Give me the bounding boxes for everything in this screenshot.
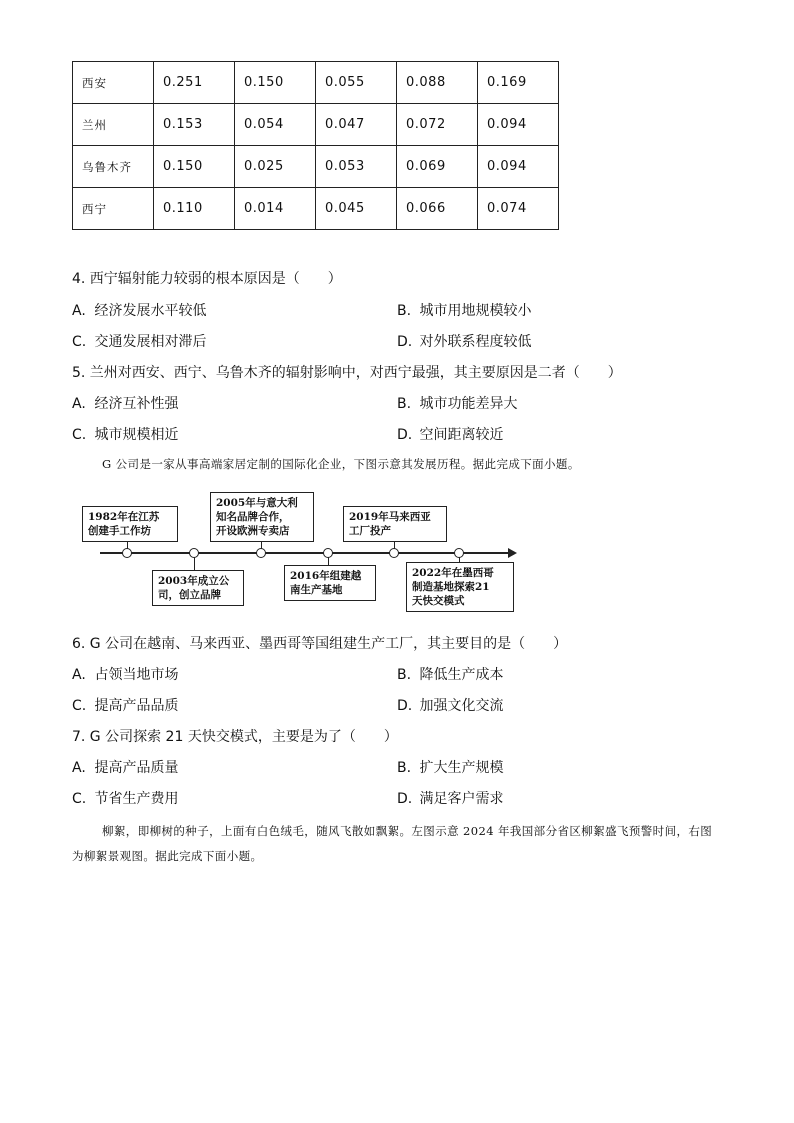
option-text: 占领当地市场: [94, 667, 179, 683]
city-cell: 兰州: [73, 104, 154, 146]
value-cell: 0.072: [397, 104, 478, 146]
value-cell: 0.014: [235, 188, 316, 230]
event-line: 开设欧洲专卖店: [216, 525, 290, 537]
option-text: 加强文化交流: [419, 698, 504, 714]
value-cell: 0.150: [235, 62, 316, 104]
table-row: [73, 188, 559, 230]
question-6-option-c[interactable]: C. 提高产品品质: [72, 698, 179, 714]
question-7-option-b[interactable]: B. 扩大生产规模: [397, 760, 504, 776]
event-line: 1982年在江苏: [88, 511, 160, 523]
value-cell: 0.074: [478, 188, 559, 230]
event-line: 工厂投产: [349, 525, 391, 537]
question-6-option-a[interactable]: A. 占领当地市场: [72, 667, 179, 683]
value-cell: 0.153: [154, 104, 235, 146]
value-cell: 0.094: [478, 146, 559, 188]
option-text: 经济互补性强: [94, 396, 179, 412]
timeline-event-2003: [152, 570, 244, 606]
value-cell: 0.150: [154, 146, 235, 188]
value-cell: 0.088: [397, 62, 478, 104]
value-cell: 0.094: [478, 104, 559, 146]
event-line: 2016年组建越: [290, 570, 362, 582]
event-line: 创建手工作坊: [88, 525, 151, 537]
value-cell: 0.055: [316, 62, 397, 104]
question-5-option-d[interactable]: D. 空间距离较近: [397, 427, 504, 443]
question-6-option-d[interactable]: D. 加强文化交流: [397, 698, 504, 714]
option-text: 城市功能差异大: [419, 396, 518, 412]
timeline-event-2019: [343, 506, 447, 542]
question-5-option-a[interactable]: A. 经济互补性强: [72, 396, 179, 412]
table-row: [73, 104, 559, 146]
city-cell: 西宁: [73, 188, 154, 230]
event-line: 知名品牌合作，: [216, 511, 290, 523]
option-text: 城市用地规模较小: [419, 303, 532, 319]
question-4-option-a[interactable]: A. 经济发展水平较低: [72, 303, 207, 319]
option-text: 降低生产成本: [419, 667, 504, 683]
timeline-event-2016: [284, 565, 376, 601]
question-6-stem: 6. G 公司在越南、马来西亚、墨西哥等国组建生产工厂，其主要目的是（ ）: [72, 636, 568, 652]
value-cell: 0.169: [478, 62, 559, 104]
event-line: 天快交模式: [412, 595, 465, 607]
timeline-node: [323, 548, 333, 558]
event-line: 制造基地探索21: [412, 581, 490, 593]
value-cell: 0.066: [397, 188, 478, 230]
event-line: 2005年与意大利: [216, 497, 298, 509]
event-line: 2003年成立公: [158, 575, 230, 587]
option-text: 节省生产费用: [94, 791, 179, 807]
option-text: 经济发展水平较低: [94, 303, 207, 319]
question-5-option-c[interactable]: C. 城市规模相近: [72, 427, 179, 443]
option-text: 满足客户需求: [419, 791, 504, 807]
timeline-node: [256, 548, 266, 558]
option-text: 城市规模相近: [94, 427, 179, 443]
event-line: 2022年在墨西哥: [412, 567, 494, 579]
event-line: 南生产基地: [290, 584, 343, 596]
question-4-option-c[interactable]: C. 交通发展相对滞后: [72, 334, 207, 350]
timeline-axis: [100, 552, 510, 554]
value-cell: 0.025: [235, 146, 316, 188]
value-cell: 0.251: [154, 62, 235, 104]
value-cell: 0.069: [397, 146, 478, 188]
timeline-arrowhead: [508, 548, 517, 558]
city-cell: 西安: [73, 62, 154, 104]
city-cell: 乌鲁木齐: [73, 146, 154, 188]
event-line: 2019年马来西亚: [349, 511, 431, 523]
question-4-option-d[interactable]: D. 对外联系程度较低: [397, 334, 532, 350]
radiation-data-table: [72, 61, 559, 230]
question-5-stem: 5. 兰州对西安、西宁、乌鲁木齐的辐射影响中，对西宁最强，其主要原因是二者（ ）: [72, 365, 622, 381]
table-row: [73, 62, 559, 104]
timeline-node: [389, 548, 399, 558]
option-text: 提高产品质量: [94, 760, 179, 776]
timeline-event-2005: [210, 492, 314, 542]
question-7-option-d[interactable]: D. 满足客户需求: [397, 791, 504, 807]
question-7-option-c[interactable]: C. 节省生产费用: [72, 791, 179, 807]
option-text: 对外联系程度较低: [419, 334, 532, 350]
timeline-node: [189, 548, 199, 558]
timeline-node: [454, 548, 464, 558]
option-text: 提高产品品质: [94, 698, 179, 714]
value-cell: 0.053: [316, 146, 397, 188]
question-6-option-b[interactable]: B. 降低生产成本: [397, 667, 504, 683]
question-4-option-b[interactable]: B. 城市用地规模较小: [397, 303, 532, 319]
event-line: 司，创立品牌: [158, 589, 221, 601]
question-4-stem: 4. 西宁辐射能力较弱的根本原因是（ ）: [72, 271, 342, 287]
development-timeline: [72, 490, 532, 615]
timeline-event-2022: [406, 562, 514, 612]
table-row: [73, 146, 559, 188]
option-text: 扩大生产规模: [419, 760, 504, 776]
value-cell: 0.110: [154, 188, 235, 230]
value-cell: 0.045: [316, 188, 397, 230]
option-text: 交通发展相对滞后: [94, 334, 207, 350]
question-7-stem: 7. G 公司探索 21 天快交模式，主要是为了（ ）: [72, 729, 398, 745]
timeline-event-1982: [82, 506, 178, 542]
value-cell: 0.047: [316, 104, 397, 146]
passage-intro-willow-catkins: 柳絮，即柳树的种子，上面有白色绒毛，随风飞散如飘絮。左图示意 2024 年我国部分省区柳絮盛飞预警时间，右图为柳絮景观图。据此完成下面小题。: [72, 824, 713, 863]
passage-intro-g-company: G 公司是一家从事高端家居定制的国际化企业，下图示意其发展历程。据此完成下面小题。: [102, 457, 580, 471]
timeline-node: [122, 548, 132, 558]
value-cell: 0.054: [235, 104, 316, 146]
option-text: 空间距离较近: [419, 427, 504, 443]
question-5-option-b[interactable]: B. 城市功能差异大: [397, 396, 518, 412]
question-7-option-a[interactable]: A. 提高产品质量: [72, 760, 179, 776]
